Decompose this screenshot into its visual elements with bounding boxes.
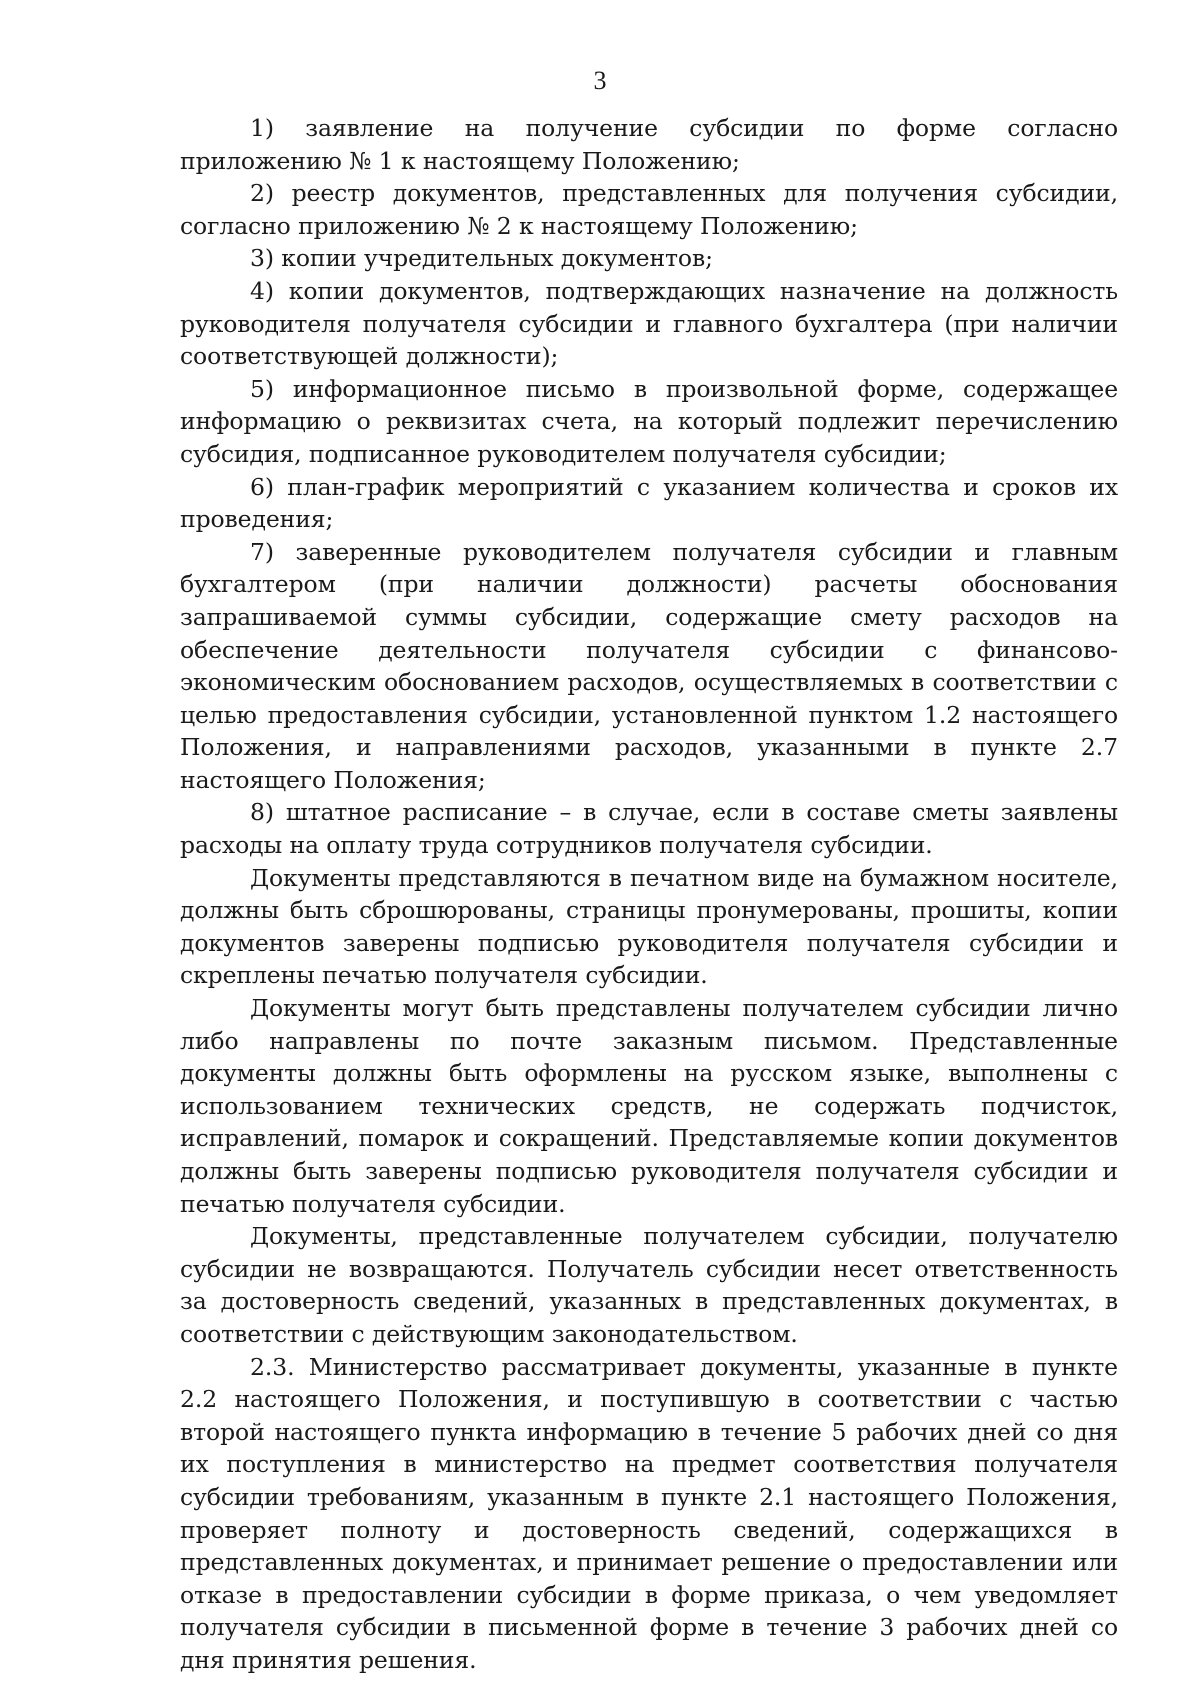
list-item-appointment-docs: 4) копии документов, подтверждающих назначение на должность руководителя получателя субсидии и главного бухгалтера (при наличии соответствующей должности); [180,276,1118,371]
list-item-staff-list: 8) штатное расписание – в случае, если в составе сметы заявлены расходы на оплату труда сотрудников получателя субсидии. [180,798,1118,860]
paragraph-no-return: Документы, представленные получателем субсидии, получателю субсидии не возвращаются. Получатель субсидии несет ответственность за достоверность сведений, указанных в представленных документах, в соответствии с действующим законодательством. [180,1222,1118,1348]
page-number: 3 [593,66,607,95]
list-item-application: 1) заявление на получение субсидии по форме согласно приложению № 1 к настоящему Положению; [180,114,1118,175]
list-item-founding-docs: 3) копии учредительных документов; [250,244,713,273]
paragraph-submission: Документы могут быть представлены получателем субсидии лично либо направлены по почте заказным письмом. Представленные документы должны быть оформлены на русском языке, выполнены с использованием технических средств, не содержать подчисток, исправлений, помарок и сокращений. Представляемые копии документов должны быть заверены подписью руководителя получателя субсидии и печатью получателя субсидии. [180,994,1118,1218]
document-body [180,112,1118,1677]
list-item-registry: 2) реестр документов, представленных для получения субсидии, согласно приложению № 2 к настоящему Положению; [180,179,1118,240]
paragraph-print-format: Документы представляются в печатном виде на бумажном носителе, должны быть сброшюрованы, страницы пронумерованы, прошиты, копии документов заверены подписью руководителя получателя субсидии и скреплены печатью получателя субсидии. [180,863,1118,990]
list-item-info-letter: 5) информационное письмо в произвольной форме, содержащее информацию о реквизитах счета, на который подлежит перечислению субсидия, подписанное руководителем получателя субсидии; [180,374,1118,468]
paragraph-section-2-3: 2.3. Министерство рассматривает документы, указанные в пункте 2.2 настоящего Положения, и поступившую в соответствии с частью второй настоящего пункта информацию в течение 5 рабочих дней со дня их поступления в министерство на предмет соответствия получателя субсидии требованиям, указанным в пункте 2.1 настоящего Положения, проверяет полноту и достоверность сведений, содержащихся в представленных документах, и принимает решение о предоставлении или отказе в предоставлении субсидии в форме приказа, о чем уведомляет получателя субсидии в письменной форме в течение 3 рабочих дней со дня принятия решения. [180,1352,1118,1674]
list-item-calculations: 7) заверенные руководителем получателя субсидии и главным бухгалтером (при наличии должности) расчеты обоснования запрашиваемой суммы субсидии, содержащие смету расходов на обеспечение деятельности получателя субсидии с финансово-экономическим обоснованием расходов, осуществляемых в соответствии с целью предоставления субсидии, установленной пунктом 1.2 настоящего Положения, и направлениями расходов, указанными в пункте 2.7 настоящего Положения; [180,537,1118,794]
list-item-schedule: 6) план-график мероприятий с указанием количества и сроков их проведения; [180,472,1118,534]
